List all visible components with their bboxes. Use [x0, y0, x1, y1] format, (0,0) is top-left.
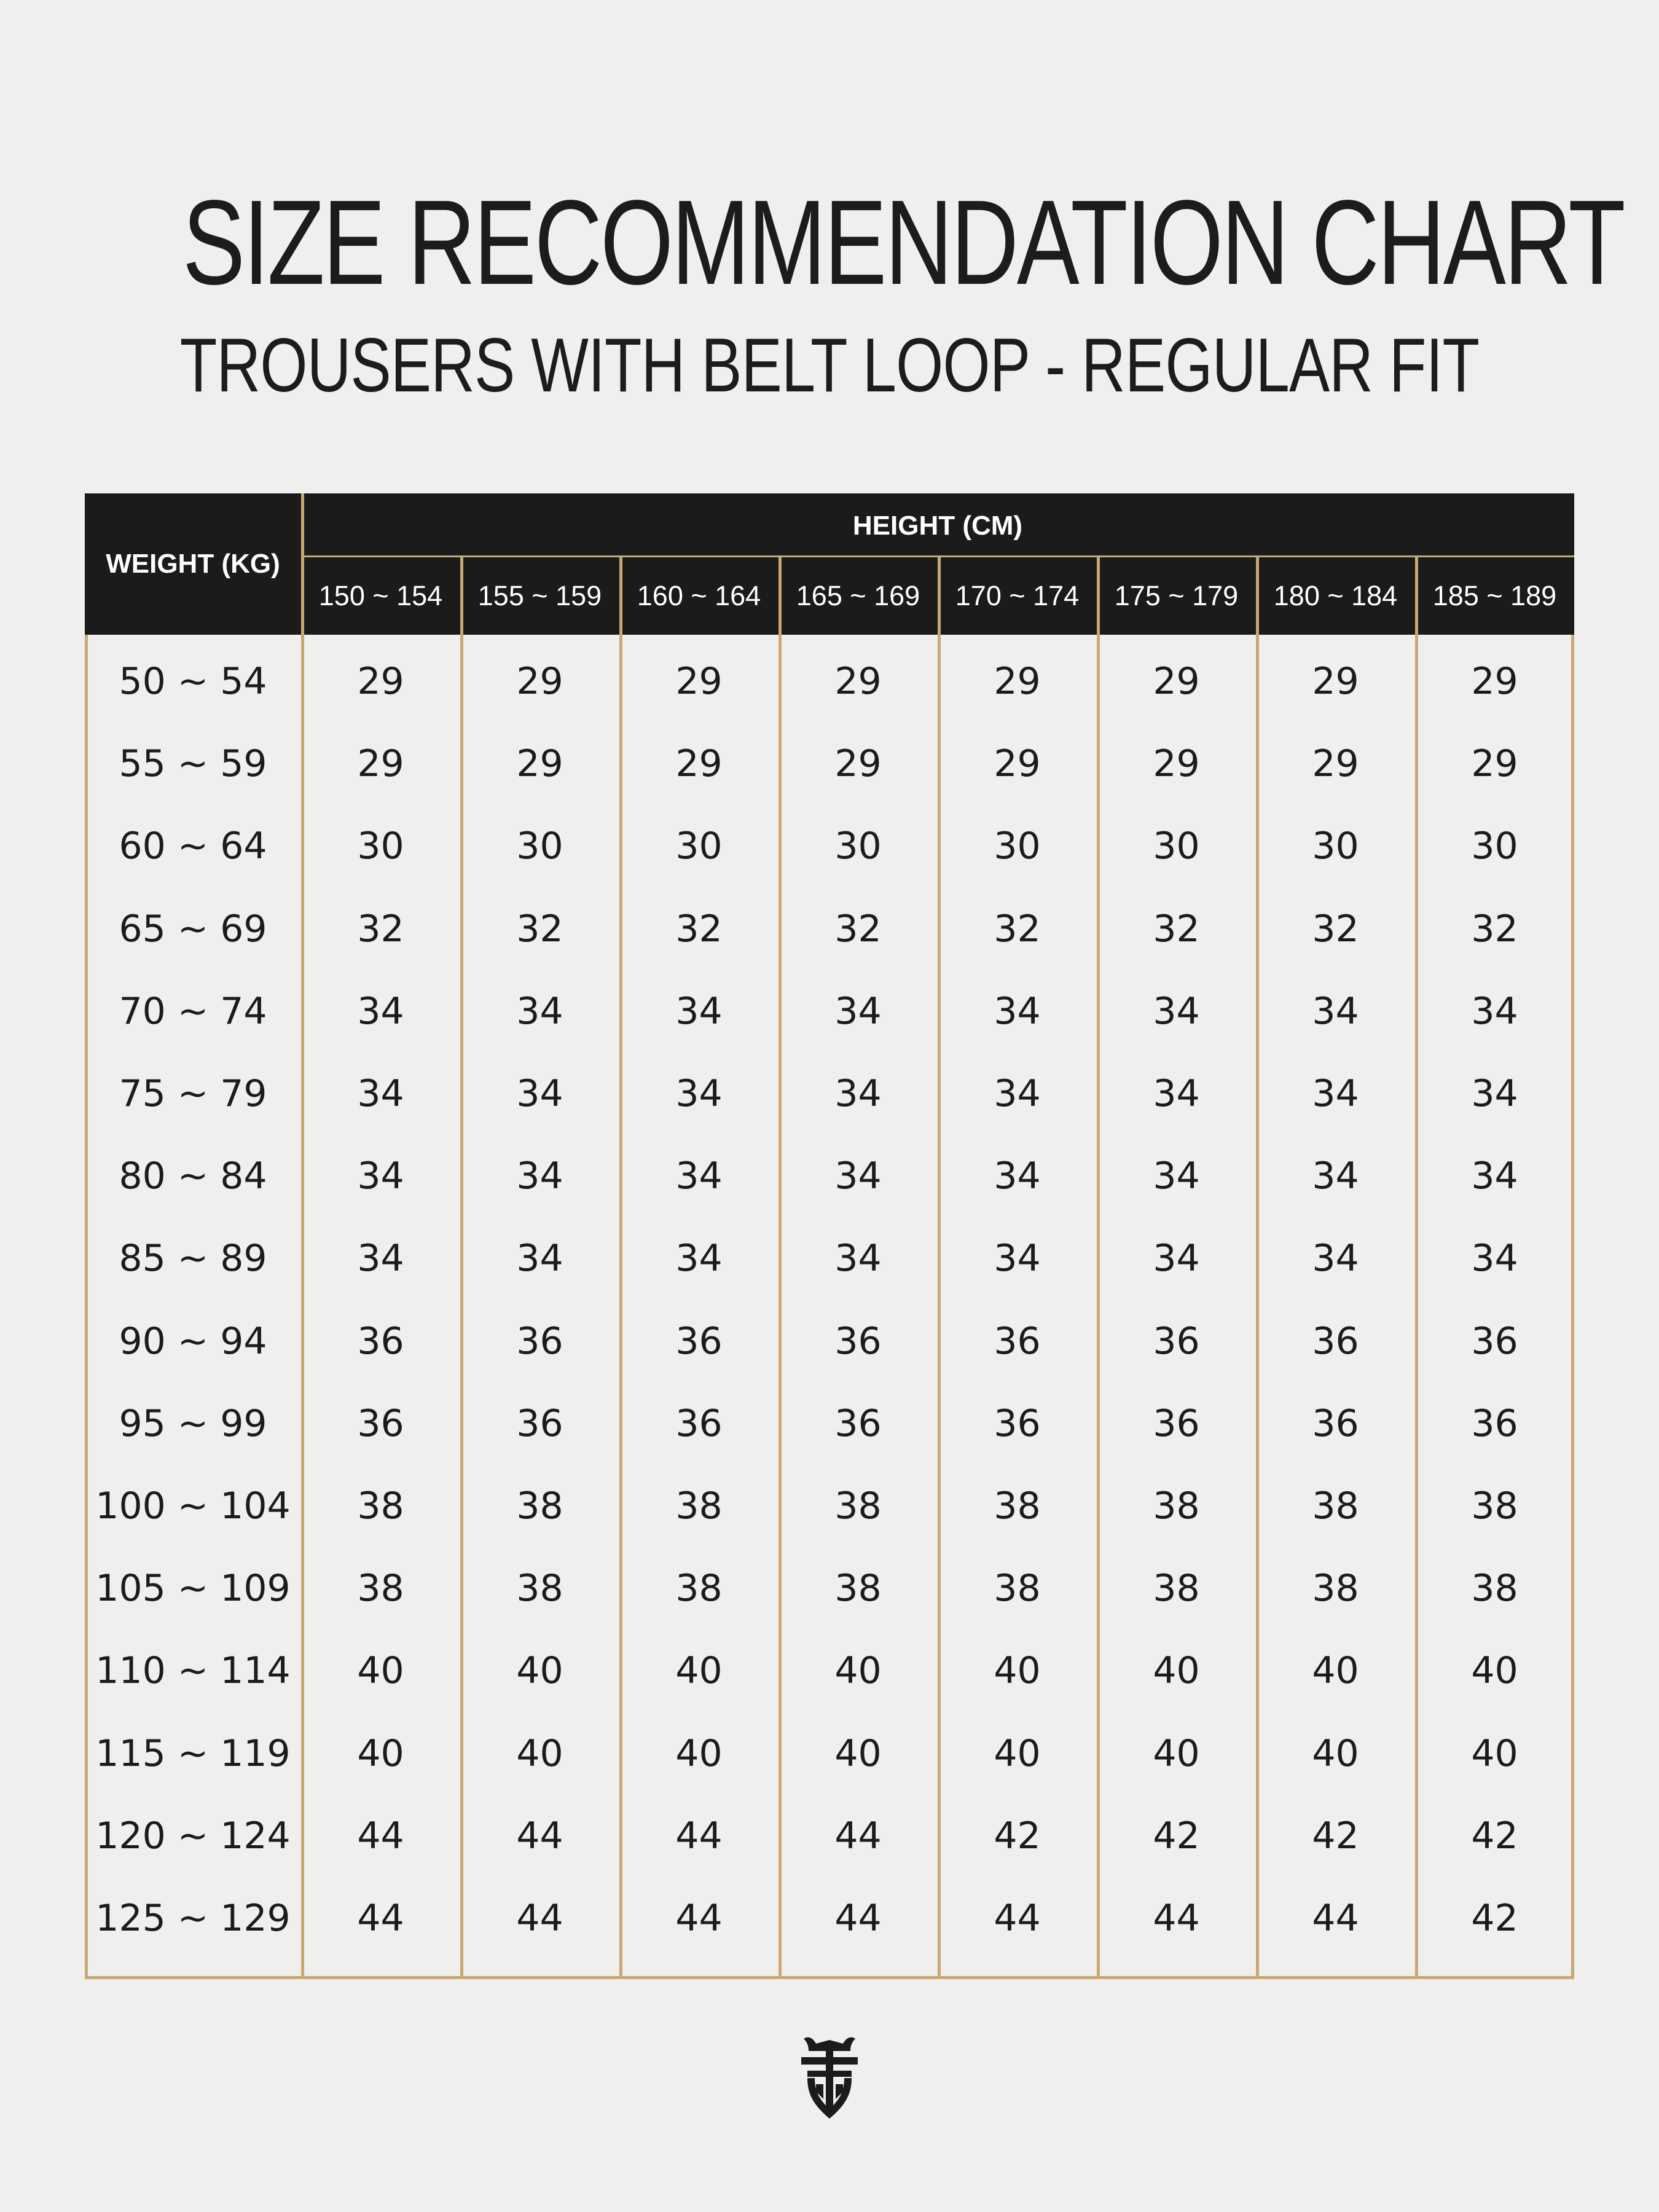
size-cell: 36 [516, 1319, 563, 1363]
size-cell: 36 [1312, 1402, 1359, 1445]
size-cell: 34 [675, 989, 723, 1033]
size-cell: 29 [516, 742, 563, 786]
size-cell: 29 [357, 742, 404, 786]
weight-range-cell: 85 ~ 89 [119, 1237, 267, 1281]
height-column-header: 160 ~ 164 [637, 580, 761, 611]
size-cell: 38 [516, 1567, 563, 1610]
size-cell: 29 [1153, 742, 1200, 786]
size-cell: 44 [357, 1897, 404, 1940]
size-cell: 34 [357, 1237, 404, 1281]
size-cell: 34 [834, 989, 882, 1033]
size-cell: 38 [516, 1484, 563, 1528]
size-cell: 44 [994, 1897, 1041, 1940]
weight-range-cell: 90 ~ 94 [119, 1319, 267, 1363]
size-cell: 38 [675, 1484, 723, 1528]
size-cell: 38 [1312, 1567, 1359, 1610]
weight-column-header: WEIGHT (KG) [106, 549, 280, 579]
size-cell: 32 [675, 907, 723, 951]
size-cell: 30 [1153, 825, 1200, 868]
size-cell: 40 [357, 1732, 404, 1775]
size-cell: 40 [516, 1649, 563, 1693]
size-cell: 34 [516, 1237, 563, 1281]
size-cell: 30 [1471, 825, 1518, 868]
size-cell: 40 [357, 1649, 404, 1693]
page-subtitle: TROUSERS WITH BELT LOOP - REGULAR FIT [179, 323, 1480, 408]
page-title: SIZE RECOMMENDATION CHART [182, 175, 1624, 310]
size-cell: 36 [675, 1402, 723, 1445]
size-cell: 40 [1312, 1732, 1359, 1775]
size-cell: 29 [1312, 742, 1359, 786]
size-cell: 44 [357, 1814, 404, 1857]
size-cell: 40 [1153, 1649, 1200, 1693]
size-cell: 40 [1312, 1649, 1359, 1693]
size-cell: 36 [834, 1319, 882, 1363]
size-cell: 36 [834, 1402, 882, 1445]
height-column-header: 150 ~ 154 [318, 580, 443, 611]
size-cell: 29 [834, 660, 882, 703]
height-column-header: 185 ~ 189 [1432, 580, 1557, 611]
size-cell: 34 [1312, 1237, 1359, 1281]
size-cell: 36 [1471, 1402, 1518, 1445]
size-cell: 36 [675, 1319, 723, 1363]
size-cell: 32 [994, 907, 1041, 951]
size-cell: 34 [675, 1072, 723, 1115]
size-cell: 38 [675, 1567, 723, 1610]
height-column-header: 180 ~ 184 [1273, 580, 1398, 611]
weight-range-cell: 120 ~ 124 [95, 1814, 291, 1857]
size-cell: 32 [1153, 907, 1200, 951]
size-cell: 40 [1153, 1732, 1200, 1775]
weight-range-cell: 70 ~ 74 [119, 989, 267, 1033]
weight-range-cell: 50 ~ 54 [119, 660, 267, 703]
size-cell: 44 [516, 1897, 563, 1940]
size-cell: 38 [1471, 1484, 1518, 1528]
size-cell: 32 [834, 907, 882, 951]
size-cell: 36 [357, 1319, 404, 1363]
size-cell: 36 [1312, 1319, 1359, 1363]
size-cell: 34 [1153, 1072, 1200, 1115]
size-cell: 34 [994, 1155, 1041, 1198]
size-cell: 40 [516, 1732, 563, 1775]
size-cell: 42 [994, 1814, 1041, 1857]
size-cell: 44 [834, 1814, 882, 1857]
size-cell: 34 [1312, 989, 1359, 1033]
size-cell: 29 [1471, 660, 1518, 703]
height-column-header: 155 ~ 159 [477, 580, 602, 611]
size-cell: 40 [1471, 1732, 1518, 1775]
size-cell: 29 [994, 660, 1041, 703]
size-cell: 30 [516, 825, 563, 868]
size-cell: 29 [516, 660, 563, 703]
size-cell: 44 [675, 1814, 723, 1857]
size-cell: 34 [1312, 1072, 1359, 1115]
size-cell: 32 [1312, 907, 1359, 951]
size-cell: 34 [675, 1237, 723, 1281]
size-cell: 38 [1471, 1567, 1518, 1610]
size-cell: 38 [834, 1484, 882, 1528]
weight-range-cell: 115 ~ 119 [95, 1732, 291, 1775]
size-cell: 38 [994, 1567, 1041, 1610]
size-cell: 42 [1153, 1814, 1200, 1857]
size-cell: 29 [1153, 660, 1200, 703]
size-cell: 29 [834, 742, 882, 786]
size-cell: 29 [994, 742, 1041, 786]
size-cell: 38 [357, 1567, 404, 1610]
size-cell: 29 [675, 660, 723, 703]
weight-range-cell: 75 ~ 79 [119, 1072, 267, 1115]
size-cell: 44 [516, 1814, 563, 1857]
size-cell: 38 [1312, 1484, 1359, 1528]
size-cell: 34 [516, 989, 563, 1033]
weight-range-cell: 65 ~ 69 [119, 907, 267, 951]
size-cell: 34 [834, 1155, 882, 1198]
size-cell: 40 [675, 1732, 723, 1775]
size-cell: 42 [1471, 1897, 1518, 1940]
height-column-header: 170 ~ 174 [955, 580, 1080, 611]
weight-range-cell: 125 ~ 129 [95, 1897, 291, 1940]
size-cell: 38 [834, 1567, 882, 1610]
size-cell: 36 [994, 1402, 1041, 1445]
size-cell: 29 [675, 742, 723, 786]
height-column-header: 165 ~ 169 [796, 580, 920, 611]
size-cell: 40 [834, 1649, 882, 1693]
size-cell: 34 [1312, 1155, 1359, 1198]
size-cell: 30 [675, 825, 723, 868]
size-cell: 32 [1471, 907, 1518, 951]
size-cell: 42 [1312, 1814, 1359, 1857]
size-cell: 36 [1471, 1319, 1518, 1363]
weight-range-cell: 55 ~ 59 [119, 742, 267, 786]
size-cell: 30 [834, 825, 882, 868]
weight-range-cell: 80 ~ 84 [119, 1155, 267, 1198]
size-cell: 30 [1312, 825, 1359, 868]
size-cell: 34 [1153, 1237, 1200, 1281]
size-cell: 29 [1471, 742, 1518, 786]
height-group-header: HEIGHT (CM) [852, 511, 1023, 541]
size-cell: 32 [357, 907, 404, 951]
size-cell: 30 [357, 825, 404, 868]
size-cell: 38 [1153, 1567, 1200, 1610]
size-cell: 38 [994, 1484, 1041, 1528]
size-cell: 38 [357, 1484, 404, 1528]
size-cell: 34 [1153, 1155, 1200, 1198]
size-cell: 40 [994, 1649, 1041, 1693]
size-cell: 29 [1312, 660, 1359, 703]
size-cell: 34 [357, 1155, 404, 1198]
table-bottom-border [85, 1976, 1574, 1979]
size-cell: 34 [994, 1072, 1041, 1115]
size-cell: 44 [1153, 1897, 1200, 1940]
weight-range-cell: 100 ~ 104 [95, 1484, 291, 1528]
size-cell: 40 [1471, 1649, 1518, 1693]
size-cell: 40 [834, 1732, 882, 1775]
size-cell: 34 [1471, 1237, 1518, 1281]
size-cell: 38 [1153, 1484, 1200, 1528]
size-cell: 36 [1153, 1402, 1200, 1445]
weight-range-cell: 60 ~ 64 [119, 825, 267, 868]
size-cell: 34 [1471, 989, 1518, 1033]
size-cell: 36 [357, 1402, 404, 1445]
size-cell: 34 [357, 989, 404, 1033]
brand-crest-icon [795, 2033, 864, 2125]
weight-range-cell: 105 ~ 109 [95, 1567, 291, 1610]
size-cell: 34 [516, 1072, 563, 1115]
size-cell: 34 [516, 1155, 563, 1198]
size-cell: 34 [994, 1237, 1041, 1281]
size-cell: 34 [834, 1237, 882, 1281]
size-cell: 34 [994, 989, 1041, 1033]
size-cell: 44 [834, 1897, 882, 1940]
size-cell: 34 [1471, 1072, 1518, 1115]
size-cell: 36 [994, 1319, 1041, 1363]
weight-range-cell: 95 ~ 99 [119, 1402, 267, 1445]
size-cell: 36 [1153, 1319, 1200, 1363]
size-cell: 44 [675, 1897, 723, 1940]
size-cell: 34 [834, 1072, 882, 1115]
size-cell: 40 [994, 1732, 1041, 1775]
size-cell: 42 [1471, 1814, 1518, 1857]
size-cell: 40 [675, 1649, 723, 1693]
size-cell: 34 [675, 1155, 723, 1198]
weight-range-cell: 110 ~ 114 [95, 1649, 291, 1693]
size-cell: 44 [1312, 1897, 1359, 1940]
size-cell: 34 [1153, 989, 1200, 1033]
size-cell: 34 [1471, 1155, 1518, 1198]
size-cell: 36 [516, 1402, 563, 1445]
size-cell: 32 [516, 907, 563, 951]
size-table [85, 493, 1574, 1980]
size-cell: 29 [357, 660, 404, 703]
height-column-header: 175 ~ 179 [1114, 580, 1239, 611]
size-cell: 30 [994, 825, 1041, 868]
size-cell: 34 [357, 1072, 404, 1115]
